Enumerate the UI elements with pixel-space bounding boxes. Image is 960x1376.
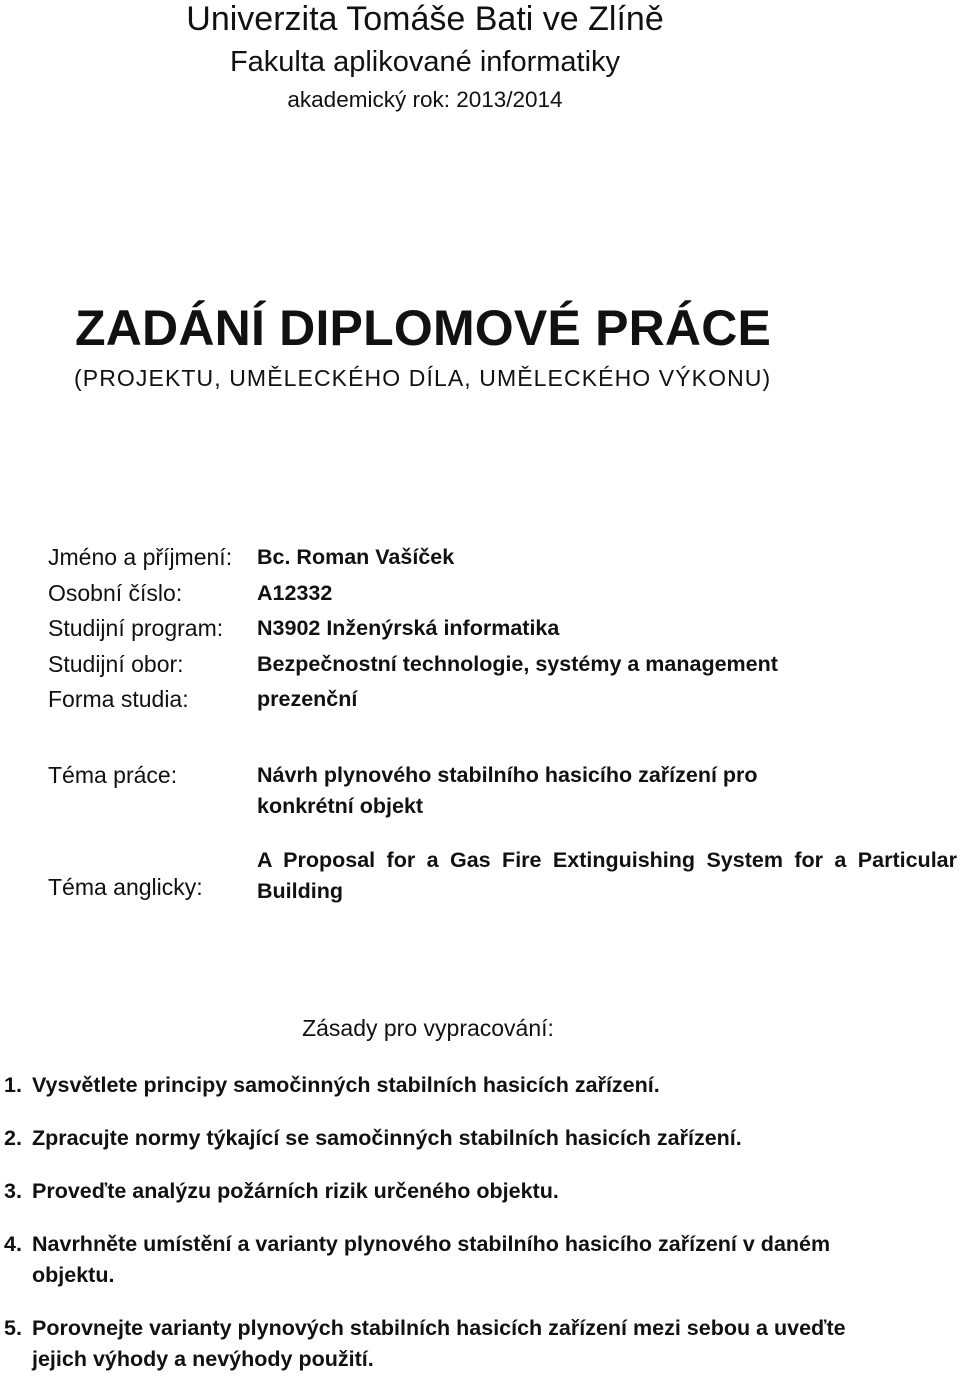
list-item-number: 3. <box>4 1179 22 1203</box>
field-row-program <box>48 611 778 647</box>
field-value-study-form: prezenční <box>257 687 358 711</box>
document-title: ZADÁNÍ DIPLOMOVÉ PRÁCE <box>75 300 772 356</box>
field-row-study-form <box>48 682 778 718</box>
field-value-personal-number: A12332 <box>257 580 333 605</box>
topic-english-label: Téma anglicky: <box>48 874 203 900</box>
topic-english-row <box>48 845 957 907</box>
list-item-text: Zpracujte normy týkající se samočinných stabilních hasicích zařízení. <box>32 1126 742 1150</box>
topic-czech-value: Návrh plynového stabilního hasicího zařízení pro konkrétní objekt <box>257 763 758 818</box>
field-value-program: N3902 Inženýrská informatika <box>257 616 560 640</box>
list-item-text: Navrhněte umístění a varianty plynového stabilního hasicího zařízení v daném objektu. <box>32 1232 831 1287</box>
field-row-name <box>48 540 778 576</box>
list-item <box>4 1123 872 1154</box>
field-row-field-of-study <box>48 647 778 683</box>
guidelines-list <box>4 1070 872 1375</box>
list-item <box>4 1313 872 1375</box>
list-item-number: 2. <box>4 1126 22 1150</box>
field-label: Studijní obor: <box>48 650 184 677</box>
topic-czech-label: Téma práce: <box>48 762 178 788</box>
topic-english-value: A Proposal for a Gas Fire Extinguishing System for a Particular Building <box>257 848 957 903</box>
guidelines-heading: Zásady pro vypracování: <box>302 1015 554 1041</box>
field-value-field-of-study: Bezpečnostní technologie, systémy a management <box>257 651 778 676</box>
list-item <box>4 1070 872 1101</box>
field-label: Osobní číslo: <box>48 579 183 606</box>
field-label: Jméno a příjmení: <box>48 544 233 570</box>
list-item-number: 5. <box>4 1316 22 1340</box>
topic-czech-row <box>48 760 797 822</box>
list-item-number: 1. <box>4 1073 22 1097</box>
field-label: Studijní program: <box>48 615 224 641</box>
university-name: Univerzita Tomáše Bati ve Zlíně <box>186 0 664 38</box>
list-item-text: Proveďte analýzu požárních rizik určeného objektu. <box>32 1179 559 1203</box>
list-item-text: Vysvětlete principy samočinných stabilních hasicích zařízení. <box>32 1073 660 1097</box>
list-item <box>4 1229 872 1291</box>
field-label: Forma studia: <box>48 686 189 712</box>
document-subtitle: (PROJEKTU, UMĚLECKÉHO DÍLA, UMĚLECKÉHO VÝKONU) <box>74 365 772 391</box>
list-item-number: 4. <box>4 1232 22 1256</box>
student-info <box>48 540 778 718</box>
academic-year: akademický rok: 2013/2014 <box>287 87 563 112</box>
list-item <box>4 1176 872 1207</box>
list-item-text: Porovnejte varianty plynových stabilních hasicích zařízení mezi sebou a uveďte jejich výhody a nevýhody použití. <box>32 1316 846 1371</box>
faculty-name: Fakulta aplikované informatiky <box>229 46 621 78</box>
field-row-personal-number <box>48 576 778 612</box>
field-value-name: Bc. Roman Vašíček <box>257 545 455 569</box>
